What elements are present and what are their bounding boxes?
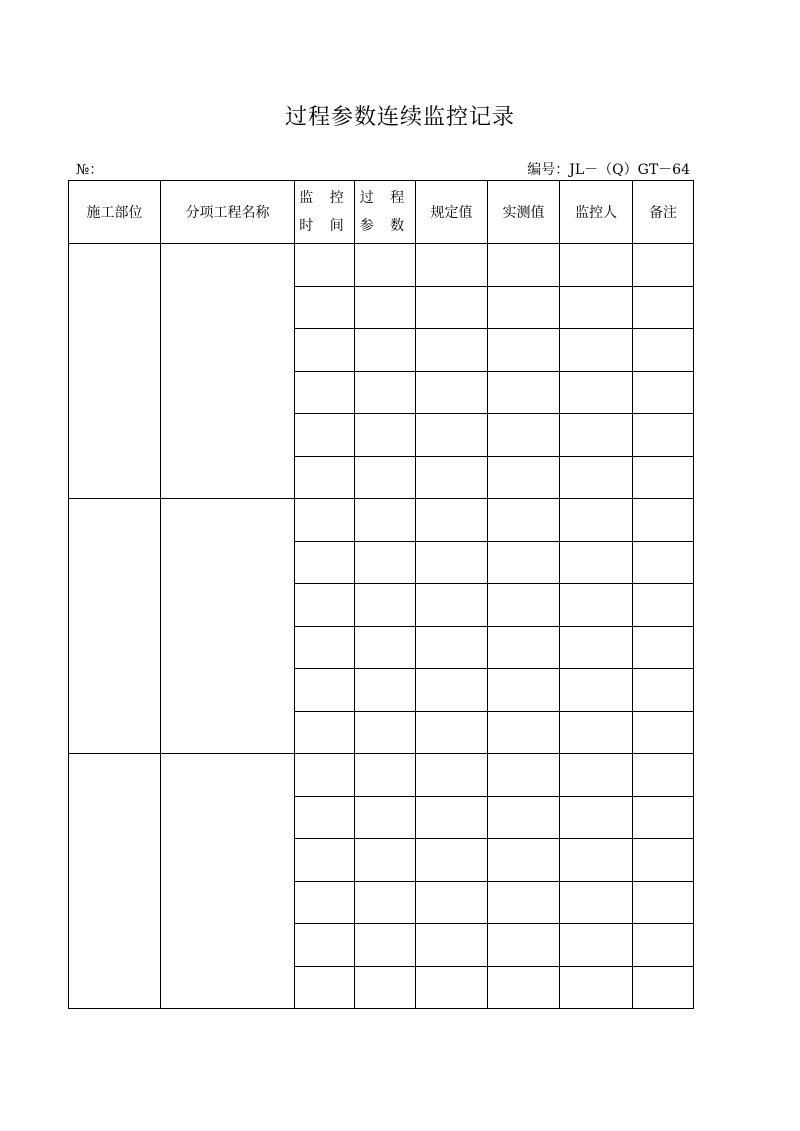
specified-value-cell[interactable]	[416, 286, 488, 329]
header-process-param-line2: 参 数	[359, 218, 411, 234]
item-name-cell[interactable]	[161, 754, 295, 1009]
process-param-cell[interactable]	[355, 286, 416, 329]
monitor-person-cell[interactable]	[560, 754, 633, 797]
remarks-cell[interactable]	[633, 626, 694, 669]
header-process-param	[355, 181, 416, 244]
process-param-cell[interactable]	[355, 371, 416, 414]
measured-value-cell[interactable]	[488, 881, 560, 924]
monitor-time-cell[interactable]	[295, 839, 355, 882]
process-param-cell[interactable]	[355, 329, 416, 372]
process-param-cell[interactable]	[355, 966, 416, 1009]
remarks-cell[interactable]	[633, 456, 694, 499]
measured-value-cell[interactable]	[488, 626, 560, 669]
process-param-cell[interactable]	[355, 754, 416, 797]
monitor-person-cell[interactable]	[560, 924, 633, 967]
header-process-param-line1: 过 程	[359, 190, 411, 206]
monitor-time-cell[interactable]	[295, 711, 355, 754]
monitor-person-cell[interactable]	[560, 839, 633, 882]
remarks-cell[interactable]	[633, 754, 694, 797]
specified-value-cell[interactable]	[416, 796, 488, 839]
measured-value-cell[interactable]	[488, 669, 560, 712]
remarks-cell[interactable]	[633, 839, 694, 882]
monitoring-record-table	[68, 180, 694, 1009]
monitor-person-cell[interactable]	[560, 371, 633, 414]
header-measured-value: 实测值	[488, 181, 560, 244]
header-monitor-time	[295, 181, 355, 244]
monitor-time-cell[interactable]	[295, 329, 355, 372]
document-title: 过程参数连续监控记录	[284, 105, 515, 130]
monitor-time-cell[interactable]	[295, 414, 355, 457]
monitor-time-cell[interactable]	[295, 286, 355, 329]
monitor-time-cell[interactable]	[295, 754, 355, 797]
measured-value-cell[interactable]	[488, 286, 560, 329]
measured-value-cell[interactable]	[488, 966, 560, 1009]
specified-value-cell[interactable]	[416, 371, 488, 414]
measured-value-cell[interactable]	[488, 499, 560, 542]
remarks-cell[interactable]	[633, 286, 694, 329]
measured-value-cell[interactable]	[488, 456, 560, 499]
remarks-cell[interactable]	[633, 371, 694, 414]
number-label: №：	[76, 162, 104, 178]
measured-value-cell[interactable]	[488, 541, 560, 584]
header-location: 施工部位	[69, 181, 161, 244]
specified-value-cell[interactable]	[416, 414, 488, 457]
location-cell[interactable]	[69, 754, 161, 1009]
monitor-person-cell[interactable]	[560, 669, 633, 712]
monitor-person-cell[interactable]	[560, 881, 633, 924]
process-param-cell[interactable]	[355, 711, 416, 754]
remarks-cell[interactable]	[633, 924, 694, 967]
monitor-person-cell[interactable]	[560, 286, 633, 329]
specified-value-cell[interactable]	[416, 839, 488, 882]
specified-value-cell[interactable]	[416, 541, 488, 584]
process-param-cell[interactable]	[355, 796, 416, 839]
header-specified-value: 规定值	[416, 181, 488, 244]
process-param-cell[interactable]	[355, 584, 416, 627]
monitor-time-cell[interactable]	[295, 626, 355, 669]
remarks-cell[interactable]	[633, 584, 694, 627]
monitor-person-cell[interactable]	[560, 626, 633, 669]
monitor-person-cell[interactable]	[560, 414, 633, 457]
monitor-person-cell[interactable]	[560, 244, 633, 287]
monitor-time-cell[interactable]	[295, 924, 355, 967]
monitor-time-cell[interactable]	[295, 966, 355, 1009]
process-param-cell[interactable]	[355, 414, 416, 457]
header-remarks: 备注	[633, 181, 694, 244]
monitor-person-cell[interactable]	[560, 796, 633, 839]
specified-value-cell[interactable]	[416, 499, 488, 542]
remarks-cell[interactable]	[633, 796, 694, 839]
remarks-cell[interactable]	[633, 966, 694, 1009]
table-row	[69, 244, 694, 287]
monitor-person-cell[interactable]	[560, 966, 633, 1009]
remarks-cell[interactable]	[633, 329, 694, 372]
measured-value-cell[interactable]	[488, 329, 560, 372]
header-monitor-time-line1: 监 控	[299, 190, 350, 206]
remarks-cell[interactable]	[633, 711, 694, 754]
monitor-time-cell[interactable]	[295, 669, 355, 712]
specified-value-cell[interactable]	[416, 329, 488, 372]
specified-value-cell[interactable]	[416, 456, 488, 499]
measured-value-cell[interactable]	[488, 584, 560, 627]
measured-value-cell[interactable]	[488, 754, 560, 797]
monitor-person-cell[interactable]	[560, 584, 633, 627]
table-row	[69, 754, 694, 797]
remarks-cell[interactable]	[633, 881, 694, 924]
specified-value-cell[interactable]	[416, 584, 488, 627]
process-param-cell[interactable]	[355, 669, 416, 712]
monitor-time-cell[interactable]	[295, 456, 355, 499]
table-body	[69, 244, 694, 1009]
measured-value-cell[interactable]	[488, 839, 560, 882]
specified-value-cell[interactable]	[416, 754, 488, 797]
monitor-time-cell[interactable]	[295, 371, 355, 414]
monitor-person-cell[interactable]	[560, 541, 633, 584]
monitor-person-cell[interactable]	[560, 329, 633, 372]
monitor-time-cell[interactable]	[295, 796, 355, 839]
specified-value-cell[interactable]	[416, 924, 488, 967]
table-header-row	[69, 181, 694, 244]
remarks-cell[interactable]	[633, 499, 694, 542]
document-code: 编号：JL－（Q）GT－64	[527, 162, 690, 178]
process-param-cell[interactable]	[355, 839, 416, 882]
monitor-person-cell[interactable]	[560, 456, 633, 499]
monitor-person-cell[interactable]	[560, 711, 633, 754]
remarks-cell[interactable]	[633, 541, 694, 584]
item-name-cell[interactable]	[161, 499, 295, 754]
monitor-time-cell[interactable]	[295, 244, 355, 287]
process-param-cell[interactable]	[355, 244, 416, 287]
location-cell[interactable]	[69, 499, 161, 754]
specified-value-cell[interactable]	[416, 966, 488, 1009]
monitor-time-cell[interactable]	[295, 541, 355, 584]
process-param-cell[interactable]	[355, 626, 416, 669]
measured-value-cell[interactable]	[488, 796, 560, 839]
header-item-name: 分项工程名称	[161, 181, 295, 244]
remarks-cell[interactable]	[633, 669, 694, 712]
specified-value-cell[interactable]	[416, 626, 488, 669]
measured-value-cell[interactable]	[488, 924, 560, 967]
specified-value-cell[interactable]	[416, 881, 488, 924]
measured-value-cell[interactable]	[488, 371, 560, 414]
measured-value-cell[interactable]	[488, 244, 560, 287]
process-param-cell[interactable]	[355, 881, 416, 924]
remarks-cell[interactable]	[633, 414, 694, 457]
specified-value-cell[interactable]	[416, 244, 488, 287]
remarks-cell[interactable]	[633, 244, 694, 287]
process-param-cell[interactable]	[355, 456, 416, 499]
specified-value-cell[interactable]	[416, 711, 488, 754]
process-param-cell[interactable]	[355, 541, 416, 584]
location-cell[interactable]	[69, 244, 161, 499]
monitor-person-cell[interactable]	[560, 499, 633, 542]
header-monitor-person: 监控人	[560, 181, 633, 244]
table-row	[69, 499, 694, 542]
monitor-time-cell[interactable]	[295, 499, 355, 542]
process-param-cell[interactable]	[355, 499, 416, 542]
monitor-time-cell[interactable]	[295, 881, 355, 924]
item-name-cell[interactable]	[161, 244, 295, 499]
process-param-cell[interactable]	[355, 924, 416, 967]
measured-value-cell[interactable]	[488, 414, 560, 457]
specified-value-cell[interactable]	[416, 669, 488, 712]
header-monitor-time-line2: 时 间	[299, 218, 350, 234]
monitor-time-cell[interactable]	[295, 584, 355, 627]
measured-value-cell[interactable]	[488, 711, 560, 754]
